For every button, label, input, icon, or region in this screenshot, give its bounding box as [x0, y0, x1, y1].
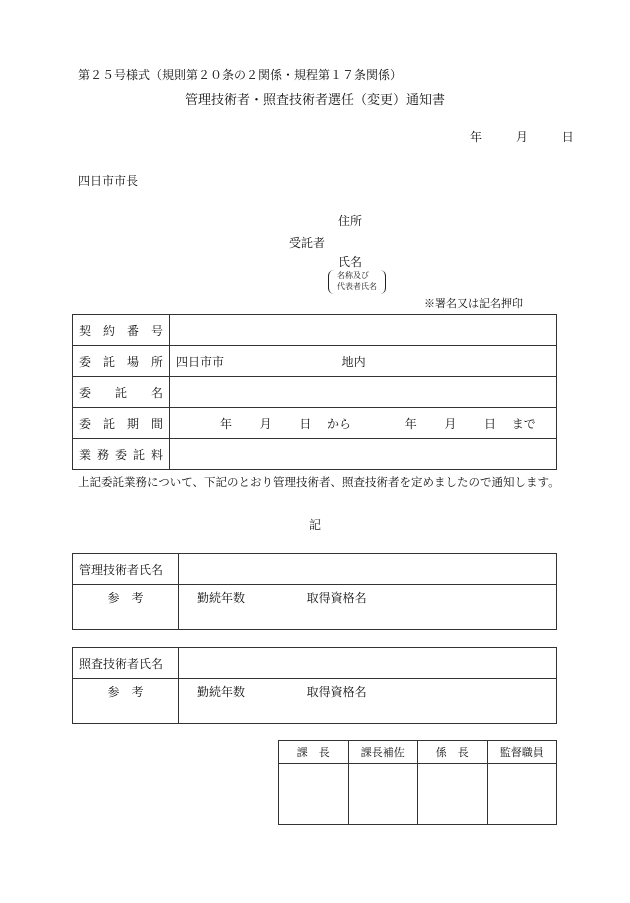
checker-ref-row — [73, 679, 557, 724]
location-label: 委託場所 — [73, 346, 170, 377]
date-day: 日 — [561, 130, 574, 144]
consignment-name-row — [73, 377, 557, 408]
checker-name-row — [73, 648, 557, 679]
checker-ref-label: 参 考 — [73, 679, 179, 724]
period-to-year: 年 — [404, 416, 417, 431]
period-from-year: 年 — [220, 416, 233, 431]
manager-ref-row — [73, 585, 557, 630]
date-line — [470, 128, 574, 145]
stamp-box-section-chief[interactable] — [279, 764, 349, 825]
name-note-line1: 名称及び — [337, 271, 369, 280]
manager-ref-value[interactable] — [179, 585, 557, 630]
manager-name-value[interactable] — [179, 554, 557, 585]
approval-header-section-chief: 課 長 — [279, 741, 349, 764]
location-city: 四日市市 — [176, 354, 225, 369]
checker-name-label: 照査技術者氏名 — [73, 648, 179, 679]
period-from-day: 日 — [299, 416, 312, 431]
location-suffix: 地内 — [341, 354, 366, 369]
period-row — [73, 408, 557, 439]
name-note-bracket — [328, 270, 386, 294]
fee-row — [73, 439, 557, 470]
approval-header-deputy-chief: 課長補佐 — [348, 741, 418, 764]
sign-note: ※署名又は記名押印 — [424, 297, 523, 310]
stamp-box-supervisor[interactable] — [487, 764, 557, 825]
fee-value[interactable] — [170, 439, 557, 470]
consignment-name-label: 委託名 — [73, 377, 170, 408]
manager-qualification-label: 取得資格名 — [306, 591, 367, 605]
fee-label: 業務委託料 — [73, 439, 170, 470]
contract-no-row — [73, 315, 557, 346]
manager-name-label: 管理技術者氏名 — [73, 554, 179, 585]
contract-table — [72, 314, 557, 470]
location-row — [73, 346, 557, 377]
name-label: 氏名 — [338, 255, 363, 269]
period-to-day: 日 — [484, 416, 497, 431]
checker-years-label: 勤続年数 — [197, 685, 246, 699]
date-month: 月 — [515, 130, 528, 144]
trustee-label: 受託者 — [289, 236, 326, 250]
period-to: まで — [511, 416, 536, 431]
consignment-name-value[interactable] — [170, 377, 557, 408]
checker-qualification-label: 取得資格名 — [306, 685, 367, 699]
contract-no-value[interactable] — [170, 315, 557, 346]
approval-header-subsection-chief: 係 長 — [418, 741, 488, 764]
location-value[interactable] — [170, 346, 557, 377]
period-from: から — [327, 416, 352, 431]
checker-table — [72, 647, 557, 724]
stamp-box-deputy-chief[interactable] — [348, 764, 418, 825]
manager-name-row — [73, 554, 557, 585]
period-to-month: 月 — [444, 416, 457, 431]
period-value[interactable] — [170, 408, 557, 439]
approval-stamp-row — [279, 764, 557, 825]
stamp-box-subsection-chief[interactable] — [418, 764, 488, 825]
manager-ref-label: 参 考 — [73, 585, 179, 630]
checker-ref-value[interactable] — [179, 679, 557, 724]
notice-text: 上記委託業務について、下記のとおり管理技術者、照査技術者を定めましたので通知します。 — [78, 475, 560, 489]
checker-name-value[interactable] — [179, 648, 557, 679]
period-from-month: 月 — [259, 416, 272, 431]
form-number: 第２５号様式（規則第２０条の２関係・規程第１７条関係） — [78, 68, 403, 82]
addressee: 四日市市長 — [78, 174, 139, 188]
address-label: 住所 — [338, 214, 363, 228]
approval-table — [278, 740, 557, 825]
date-year: 年 — [470, 130, 483, 144]
approval-header-row — [279, 741, 557, 764]
ki-heading: 記 — [309, 518, 322, 532]
approval-header-supervisor: 監督職員 — [487, 741, 557, 764]
period-label: 委託期間 — [73, 408, 170, 439]
document-title: 管理技術者・照査技術者選任（変更）通知書 — [184, 93, 445, 108]
name-note-line2: 代表者氏名 — [337, 282, 377, 291]
manager-years-label: 勤続年数 — [197, 591, 246, 605]
manager-table — [72, 553, 557, 630]
contract-no-label: 契約番号 — [73, 315, 170, 346]
